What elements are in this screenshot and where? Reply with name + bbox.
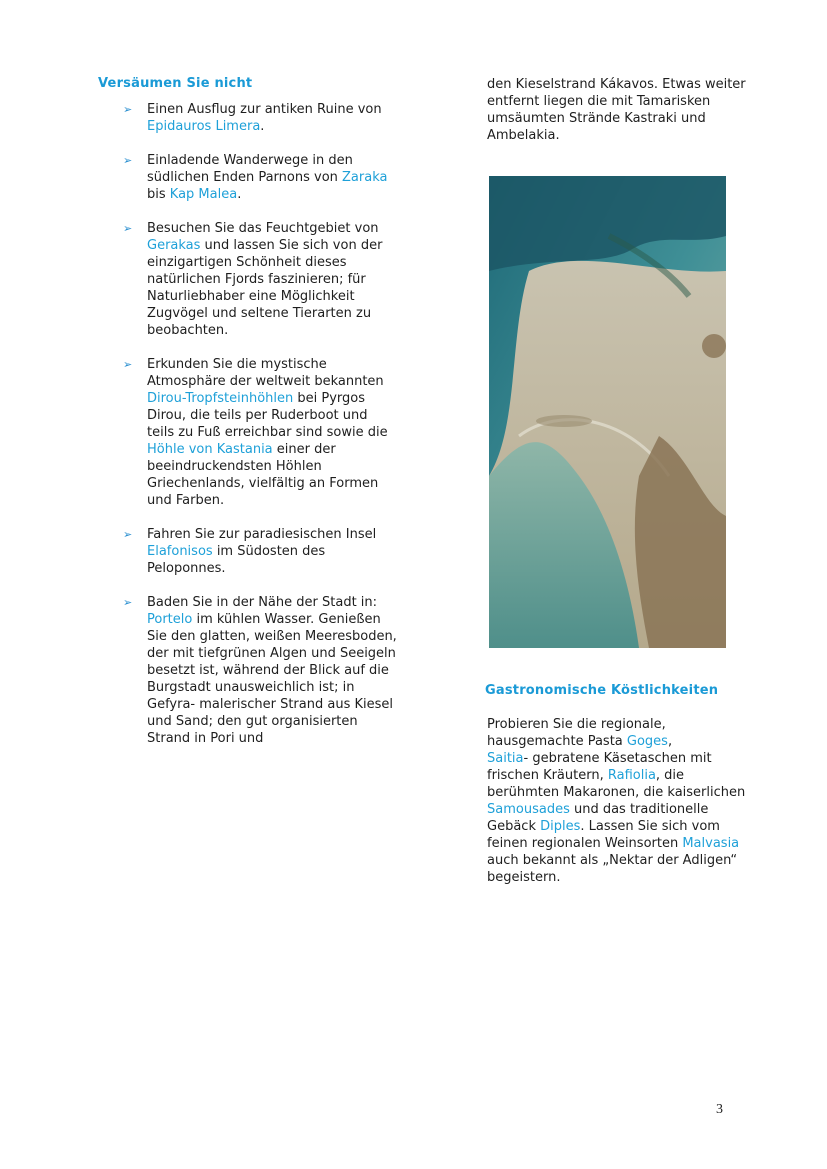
dish-name: Saitia xyxy=(487,751,524,766)
place-name: Kap Malea xyxy=(169,187,238,202)
place-name: Dirou-Tropfsteinhöhlen xyxy=(147,391,294,406)
arrow-bullet-icon: ➢ xyxy=(123,154,133,167)
place-name: Epidauros Limera xyxy=(147,119,261,134)
arrow-bullet-icon: ➢ xyxy=(123,358,133,371)
beach-image-svg xyxy=(489,176,726,648)
list-item: ➢ Einladende Wanderwege in den südlichen Enden Parnons von Zaraka bis Kap Malea. xyxy=(123,153,388,202)
list-item: ➢ Besuchen Sie das Feuchtgebiet von Gerakas und lassen Sie sich von der einzigartigen Schönheit dieses natürlichen Fjords faszinieren; für Naturliebhaber eine Möglichkeit Zugvögel und seltene Tierarten zu beobachten. xyxy=(123,221,383,338)
place-name: Gerakas xyxy=(147,238,201,253)
list-item: ➢ Fahren Sie zur paradiesischen Insel Elafonisos im Südosten des Peloponnes. xyxy=(123,527,377,576)
place-name: Höhle von Kastania xyxy=(147,442,273,457)
page-number: 3 xyxy=(716,1102,723,1117)
wine-name: Malvasia xyxy=(682,836,740,851)
place-name: Portelo xyxy=(147,612,193,627)
dish-name: Samousades xyxy=(487,802,570,817)
arrow-bullet-icon: ➢ xyxy=(123,596,133,609)
attractions-list xyxy=(98,101,398,747)
list-item: ➢ Einen Ausflug zur antiken Ruine von Epidauros Limera. xyxy=(123,102,382,134)
arrow-bullet-icon: ➢ xyxy=(123,528,133,541)
dish-name: Rafiolia xyxy=(607,768,656,783)
dish-name: Diples xyxy=(540,819,581,834)
dish-name: Goges xyxy=(626,734,668,749)
left-column xyxy=(98,76,398,764)
arrow-bullet-icon: ➢ xyxy=(123,103,133,116)
gastronomy-paragraph: Probieren Sie die regionale, hausgemachte Pasta Goges, Saitia- gebratene Käsetaschen mit frischen Kräutern, Rafiolia, die berühmten Makaronen, die kaiserlichen Samousades und das traditionelle Gebäck Diples. Lassen Sie sich vom feinen regionalen Weinsorten Malvasia auch bekannt als „Nektar der Adligen“ begeistern. xyxy=(487,717,746,885)
right-column xyxy=(487,76,747,144)
aerial-beach-photo xyxy=(489,176,726,648)
arrow-bullet-icon: ➢ xyxy=(123,222,133,235)
continuation-text: den Kieselstrand Kákavos. Etwas weiter entfernt liegen die mit Tamarisken umsäumten Strände Kastraki und Ambelakia. xyxy=(487,77,746,143)
list-item: ➢ Erkunden Sie die mystische Atmosphäre der weltweit bekannten Dirou-Tropfsteinhöhlen bei Pyrgos Dirou, die teils per Ruderboot und teils zu Fuß erreichbar sind sowie die Höhle von Kastania einer der beeindruckendsten Höhlen Griechenlands, vielfältig an Formen und Farben. xyxy=(123,357,388,508)
section-title-versaeumen: Versäumen Sie nicht xyxy=(98,76,253,91)
place-name: Elafonisos xyxy=(147,544,213,559)
place-name: Zaraka xyxy=(342,170,388,185)
list-item: ➢ Baden Sie in der Nähe der Stadt in: Portelo im kühlen Wasser. Genießen Sie den glatten, weißen Meeresboden, der mit tiefgrünen Algen und Seeigeln besetzt ist, während der Blick auf die Burgstadt unausweichlich ist; in Gefyra- malerischer Strand aus Kiesel und Sand; den gut organisierten Strand in Pori und xyxy=(123,595,397,746)
section-title-gastronomie: Gastronomische Köstlichkeiten xyxy=(485,683,719,698)
